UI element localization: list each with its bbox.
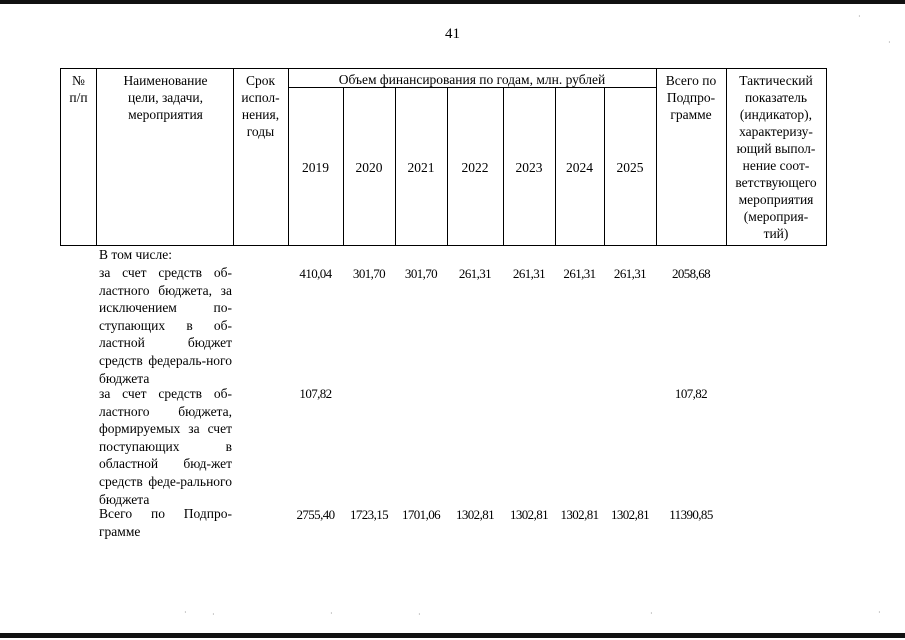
header-name: Наименование цели, задачи, мероприятия (123, 73, 208, 122)
rule (60, 68, 827, 69)
header-funding: Объем финансирования по годам, млн. рублей (338, 72, 606, 87)
rule (288, 68, 289, 246)
year-2023: 2023 (515, 160, 543, 175)
scan-speck: · (858, 12, 861, 21)
header-total: Всего по Подпро- грамме (665, 73, 717, 122)
header-indicator: Тактический показатель (индикатор), характеризу- ющий выпол- нение соот- ветствующего мероприятия (мероприя- тий) (735, 73, 817, 241)
scan-speck: · (650, 609, 653, 618)
value-cell: 2755,40 (296, 507, 335, 522)
year-2022: 2022 (461, 160, 489, 175)
value-cell: 1723,15 (349, 507, 389, 522)
total-cell: 11390,85 (669, 507, 713, 522)
scan-speck: · (330, 609, 333, 618)
page-top-edge (0, 0, 905, 4)
value-cell: 301,70 (404, 266, 438, 281)
value-cell: 261,31 (512, 266, 546, 281)
total-cell: 2058,68 (671, 266, 711, 281)
row-label-total: Всего по Подпро-грамме (99, 506, 232, 539)
scan-speck: · (878, 608, 881, 617)
value-cell: 261,31 (563, 266, 596, 281)
total-cell: 107,82 (674, 386, 708, 401)
scan-speck: · (212, 610, 215, 619)
scan-speck: · (888, 38, 891, 47)
page-number: 41 (445, 26, 460, 42)
year-2020: 2020 (355, 160, 383, 175)
header-number: № п/п (69, 73, 88, 105)
row-label-subtotal: В том числе: (99, 247, 172, 262)
row-label-federal-transfers: за счет средств об-ластного бюджета, формируемых за счет поступающих в областной бюд-жет средств феде-рального бюджета (99, 386, 232, 507)
rule (826, 68, 827, 246)
year-2021: 2021 (407, 160, 435, 175)
header-term: Срок испол- нения, годы (241, 73, 280, 139)
row-label-regional-budget: за счет средств об-ластного бюджета, за исключением по-ступающих в об-ластной бюджет средств федераль-ного бюджета (99, 265, 232, 386)
value-cell: 410,04 (299, 266, 332, 281)
value-cell: 1302,81 (560, 507, 599, 522)
value-cell: 1302,81 (610, 507, 650, 522)
value-cell: 1701,06 (401, 507, 441, 522)
value-cell: 1302,81 (509, 507, 549, 522)
value-cell: 107,82 (299, 386, 332, 401)
year-2019: 2019 (302, 160, 329, 175)
year-2024: 2024 (566, 160, 593, 175)
value-cell: 261,31 (613, 266, 647, 281)
value-cell: 301,70 (352, 266, 386, 281)
scan-speck: · (418, 610, 421, 619)
value-cell: 261,31 (458, 266, 492, 281)
year-2025: 2025 (616, 160, 644, 175)
scan-speck: · (184, 608, 187, 617)
value-cell: 1302,81 (455, 507, 495, 522)
page-bottom-edge (0, 633, 905, 638)
